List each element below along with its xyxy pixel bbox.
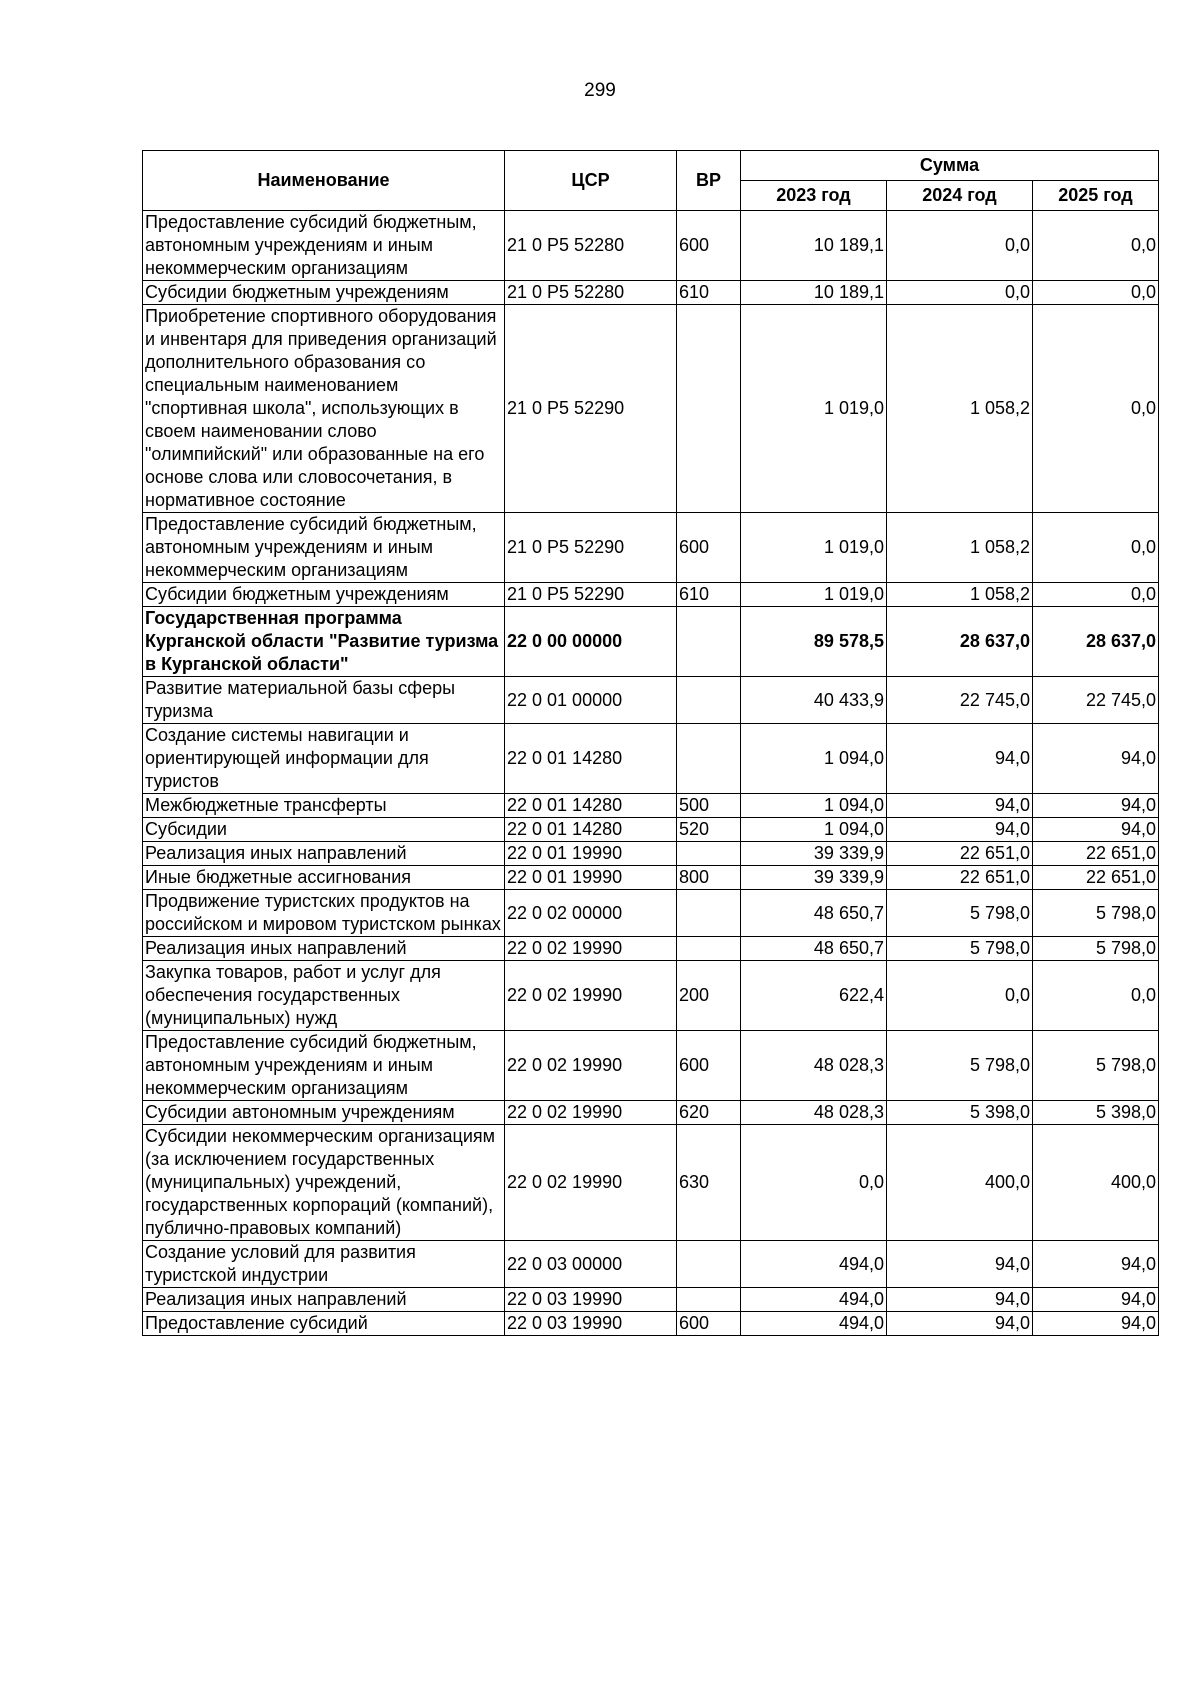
table-row xyxy=(143,1241,1159,1288)
cell-vr: 620 xyxy=(677,1101,741,1125)
cell-2025: 5 798,0 xyxy=(1033,1031,1159,1101)
cell-2025: 22 651,0 xyxy=(1033,866,1159,890)
table-row xyxy=(143,607,1159,677)
table-body xyxy=(143,211,1159,1336)
cell-2023: 1 019,0 xyxy=(741,305,887,513)
table-row xyxy=(143,890,1159,937)
cell-csr: 22 0 02 19990 xyxy=(505,1101,677,1125)
header-csr: ЦСР xyxy=(505,151,677,211)
page-number: 299 xyxy=(584,80,616,101)
cell-2025: 5 798,0 xyxy=(1033,937,1159,961)
table-row xyxy=(143,937,1159,961)
cell-name: Субсидии бюджетным учреждениям xyxy=(143,583,505,607)
table-row xyxy=(143,677,1159,724)
cell-2024: 94,0 xyxy=(887,1241,1033,1288)
cell-2024: 94,0 xyxy=(887,724,1033,794)
cell-2024: 0,0 xyxy=(887,961,1033,1031)
cell-name: Субсидии некоммерческим организациям (за исключением государственных (муниципальных) учреждений, государственных корпораций (компаний), публично-правовых компаний) xyxy=(143,1125,505,1241)
cell-2023: 10 189,1 xyxy=(741,211,887,281)
cell-2024: 0,0 xyxy=(887,281,1033,305)
table-row xyxy=(143,794,1159,818)
cell-vr: 610 xyxy=(677,281,741,305)
table-row xyxy=(143,1288,1159,1312)
cell-2023: 1 094,0 xyxy=(741,724,887,794)
table-row xyxy=(143,818,1159,842)
cell-2025: 0,0 xyxy=(1033,961,1159,1031)
cell-2024: 5 798,0 xyxy=(887,937,1033,961)
cell-csr: 21 0 P5 52290 xyxy=(505,305,677,513)
cell-csr: 22 0 00 00000 xyxy=(505,607,677,677)
cell-2023: 39 339,9 xyxy=(741,866,887,890)
cell-2024: 94,0 xyxy=(887,818,1033,842)
cell-2025: 94,0 xyxy=(1033,1312,1159,1336)
cell-vr xyxy=(677,842,741,866)
cell-vr: 600 xyxy=(677,1312,741,1336)
cell-csr: 21 0 P5 52290 xyxy=(505,513,677,583)
cell-2023: 48 028,3 xyxy=(741,1101,887,1125)
cell-2023: 494,0 xyxy=(741,1241,887,1288)
cell-csr: 22 0 01 14280 xyxy=(505,818,677,842)
cell-vr: 520 xyxy=(677,818,741,842)
cell-2025: 5 798,0 xyxy=(1033,890,1159,937)
cell-2023: 494,0 xyxy=(741,1312,887,1336)
cell-2023: 1 019,0 xyxy=(741,583,887,607)
cell-csr: 22 0 01 14280 xyxy=(505,724,677,794)
cell-2025: 22 651,0 xyxy=(1033,842,1159,866)
cell-vr: 600 xyxy=(677,211,741,281)
header-name: Наименование xyxy=(143,151,505,211)
cell-2023: 40 433,9 xyxy=(741,677,887,724)
cell-name: Приобретение спортивного оборудования и инвентаря для приведения организаций дополнительного образования со специальным наименованием "спортивная школа", использующих в своем наименовании слово "олимпийский" или образованные на его основе слова или словосочетания, в нормативное состояние xyxy=(143,305,505,513)
cell-name: Государственная программа Курганской области "Развитие туризма в Курганской области" xyxy=(143,607,505,677)
cell-vr xyxy=(677,937,741,961)
cell-2025: 0,0 xyxy=(1033,211,1159,281)
cell-name: Предоставление субсидий xyxy=(143,1312,505,1336)
cell-2023: 48 650,7 xyxy=(741,937,887,961)
cell-name: Реализация иных направлений xyxy=(143,937,505,961)
cell-2023: 494,0 xyxy=(741,1288,887,1312)
cell-2023: 39 339,9 xyxy=(741,842,887,866)
header-vr: ВР xyxy=(677,151,741,211)
table-row xyxy=(143,961,1159,1031)
cell-2025: 28 637,0 xyxy=(1033,607,1159,677)
table-row xyxy=(143,1312,1159,1336)
cell-csr: 21 0 P5 52280 xyxy=(505,281,677,305)
cell-name: Создание условий для развития туристской индустрии xyxy=(143,1241,505,1288)
table-row xyxy=(143,583,1159,607)
cell-csr: 22 0 02 19990 xyxy=(505,1031,677,1101)
cell-vr: 600 xyxy=(677,1031,741,1101)
cell-csr: 22 0 02 19990 xyxy=(505,961,677,1031)
cell-2024: 0,0 xyxy=(887,211,1033,281)
cell-csr: 22 0 03 19990 xyxy=(505,1312,677,1336)
cell-2023: 0,0 xyxy=(741,1125,887,1241)
cell-2024: 5 398,0 xyxy=(887,1101,1033,1125)
cell-name: Создание системы навигации и ориентирующей информации для туристов xyxy=(143,724,505,794)
budget-table xyxy=(142,150,1159,1336)
cell-csr: 21 0 P5 52290 xyxy=(505,583,677,607)
cell-name: Реализация иных направлений xyxy=(143,1288,505,1312)
cell-2025: 0,0 xyxy=(1033,305,1159,513)
cell-2025: 0,0 xyxy=(1033,281,1159,305)
cell-vr: 600 xyxy=(677,513,741,583)
cell-2024: 94,0 xyxy=(887,794,1033,818)
cell-vr: 630 xyxy=(677,1125,741,1241)
cell-name: Иные бюджетные ассигнования xyxy=(143,866,505,890)
cell-name: Субсидии бюджетным учреждениям xyxy=(143,281,505,305)
cell-2024: 94,0 xyxy=(887,1312,1033,1336)
cell-2024: 22 745,0 xyxy=(887,677,1033,724)
table-row xyxy=(143,513,1159,583)
cell-2024: 22 651,0 xyxy=(887,842,1033,866)
table-row xyxy=(143,866,1159,890)
cell-2024: 1 058,2 xyxy=(887,583,1033,607)
cell-2025: 400,0 xyxy=(1033,1125,1159,1241)
cell-name: Развитие материальной базы сферы туризма xyxy=(143,677,505,724)
table-row xyxy=(143,842,1159,866)
cell-csr: 21 0 P5 52280 xyxy=(505,211,677,281)
cell-vr xyxy=(677,677,741,724)
cell-csr: 22 0 02 00000 xyxy=(505,890,677,937)
cell-csr: 22 0 02 19990 xyxy=(505,1125,677,1241)
table-row xyxy=(143,211,1159,281)
cell-2025: 5 398,0 xyxy=(1033,1101,1159,1125)
cell-vr xyxy=(677,724,741,794)
cell-2024: 1 058,2 xyxy=(887,305,1033,513)
header-2023: 2023 год xyxy=(741,181,887,211)
cell-2025: 94,0 xyxy=(1033,1241,1159,1288)
cell-name: Субсидии автономным учреждениям xyxy=(143,1101,505,1125)
cell-vr xyxy=(677,890,741,937)
cell-2025: 94,0 xyxy=(1033,794,1159,818)
cell-name: Предоставление субсидий бюджетным, автономным учреждениям и иным некоммерческим организациям xyxy=(143,1031,505,1101)
table-row xyxy=(143,724,1159,794)
cell-name: Предоставление субсидий бюджетным, автономным учреждениям и иным некоммерческим организациям xyxy=(143,513,505,583)
cell-vr: 800 xyxy=(677,866,741,890)
cell-name: Предоставление субсидий бюджетным, автономным учреждениям и иным некоммерческим организациям xyxy=(143,211,505,281)
cell-vr: 610 xyxy=(677,583,741,607)
cell-vr xyxy=(677,305,741,513)
cell-vr: 200 xyxy=(677,961,741,1031)
cell-csr: 22 0 01 19990 xyxy=(505,842,677,866)
cell-2024: 400,0 xyxy=(887,1125,1033,1241)
cell-2024: 22 651,0 xyxy=(887,866,1033,890)
cell-name: Продвижение туристских продуктов на российском и мировом туристском рынках xyxy=(143,890,505,937)
cell-2025: 94,0 xyxy=(1033,1288,1159,1312)
cell-2023: 10 189,1 xyxy=(741,281,887,305)
cell-name: Закупка товаров, работ и услуг для обеспечения государственных (муниципальных) нужд xyxy=(143,961,505,1031)
cell-2025: 0,0 xyxy=(1033,583,1159,607)
cell-2024: 5 798,0 xyxy=(887,890,1033,937)
cell-2024: 94,0 xyxy=(887,1288,1033,1312)
cell-2023: 1 094,0 xyxy=(741,818,887,842)
table-row xyxy=(143,1125,1159,1241)
cell-vr xyxy=(677,1241,741,1288)
cell-csr: 22 0 03 19990 xyxy=(505,1288,677,1312)
cell-2025: 0,0 xyxy=(1033,513,1159,583)
cell-vr xyxy=(677,607,741,677)
cell-2023: 89 578,5 xyxy=(741,607,887,677)
cell-2023: 1 019,0 xyxy=(741,513,887,583)
cell-2023: 48 028,3 xyxy=(741,1031,887,1101)
cell-2023: 1 094,0 xyxy=(741,794,887,818)
cell-csr: 22 0 01 00000 xyxy=(505,677,677,724)
table-row xyxy=(143,1101,1159,1125)
header-2024: 2024 год xyxy=(887,181,1033,211)
cell-vr: 500 xyxy=(677,794,741,818)
cell-name: Реализация иных направлений xyxy=(143,842,505,866)
table-row xyxy=(143,305,1159,513)
cell-2025: 22 745,0 xyxy=(1033,677,1159,724)
cell-csr: 22 0 03 00000 xyxy=(505,1241,677,1288)
cell-2024: 5 798,0 xyxy=(887,1031,1033,1101)
table-row xyxy=(143,1031,1159,1101)
cell-2024: 1 058,2 xyxy=(887,513,1033,583)
cell-csr: 22 0 01 14280 xyxy=(505,794,677,818)
cell-2023: 622,4 xyxy=(741,961,887,1031)
table-row xyxy=(143,281,1159,305)
cell-csr: 22 0 01 19990 xyxy=(505,866,677,890)
cell-2024: 28 637,0 xyxy=(887,607,1033,677)
cell-name: Субсидии xyxy=(143,818,505,842)
cell-vr xyxy=(677,1288,741,1312)
header-sum: Сумма xyxy=(741,151,1159,181)
cell-csr: 22 0 02 19990 xyxy=(505,937,677,961)
cell-2025: 94,0 xyxy=(1033,818,1159,842)
header-2025: 2025 год xyxy=(1033,181,1159,211)
cell-2025: 94,0 xyxy=(1033,724,1159,794)
cell-name: Межбюджетные трансферты xyxy=(143,794,505,818)
cell-2023: 48 650,7 xyxy=(741,890,887,937)
